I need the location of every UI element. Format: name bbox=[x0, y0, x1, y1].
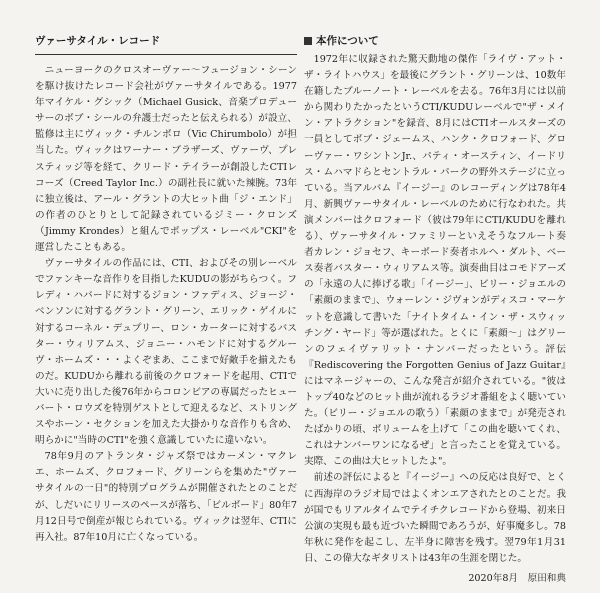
versatile-records-heading: ヴァーサタイル・レコード bbox=[35, 34, 297, 55]
about-this-album-column bbox=[304, 34, 566, 587]
about-this-album-heading: 本作について bbox=[316, 35, 379, 47]
left-paragraph-1: ニューヨークのクロスオーヴァー～フュージョン・シーンを駆け抜けたレコード会社がヴァーサタイルである。1977年マイケル・グシック（Michael Gusick、音楽プロデューサーのボブ・シールの弁護士だったと伝えられる）が設立、監修は主にヴィック・チルンボロ（Vic Chirumbolo）が担当した。ヴィックはワーナー・ブラザーズ、ヴァーヴ、プレスティッジ等を経て、クリード・テイラーが創設したCTIレコーズ（Creed Taylor Inc.）の副社長に就いた辣腕。73年に独立後は、アール・グラントの大ヒット曲「ジ・エンド」の作者のひとりとして記録されているジミー・クロンズ（Jimmy Krondes）と組んでポップス・レーベル"CKI"を運営したこともある。 bbox=[35, 65, 297, 254]
left-paragraph-3: 78年9月のアトランタ・ジャズ祭ではカーメン・マクレエ、ホームズ、クロフォード、グリーンらを集めた"ヴァーサタイルの一日"的特別プログラムが開催されたとのことだが、しだいにリリースのペースが落ち、「ビルボード」80年7月12日号で倒産が報じられている。ヴィックは翌年、CTIに再入社。87年10月に亡くなっている。 bbox=[35, 451, 297, 543]
right-paragraph-2: 前述の評伝によると『イージー』への反応は良好で、とくに西海岸のラジオ局ではよくオンエアされたとのことだ。我が国でもリアルタイムでテイチクレコードから登場、初来日公演の実現も最も近づいた瞬間であろうが、好事魔多し。78年秋に発作を起こし、左半身に障害を残す。翌79年1月31日、この偉大なギタリストは43年の生涯を閉じた。 bbox=[304, 472, 566, 564]
versatile-records-column bbox=[35, 34, 297, 546]
about-this-album-heading-row bbox=[304, 34, 566, 48]
author-signature: 2020年8月 原田和典 bbox=[468, 573, 566, 584]
square-bullet-icon bbox=[304, 37, 312, 45]
right-paragraph-1: 1972年に収録された驚天動地の傑作「ライヴ・アット・ザ・ライトハウス」を最後にグラント・グリーンは、10数年在籍したブルーノート・レーベルを去る。76年3月には以前から関わりたかったというCTI/KUDUレーベルで"ザ・メイン・アトラクション"を録音、8月にはCTIオールスターズの一員としてボブ・ジェームス、ハンク・クロフォード、グローヴァー・ワシントンJr.、パティ・オースティン、イードリス・ムハマドらとセントラル・パークの野外ステージに立っている。当アルバム『イージー』のレコーディングは78年4月、新興ヴァーサタイル・レーベルのために行なわれた。共演メンバーはクロフォード（彼は79年にCTI/KUDUを離れる）、ヴァーサタイル・ファミリーといえそうなフルート奏者カレン・ジョセフ、キーボード奏者ホルヘ・ダルト、ベース奏者バスター・ウィリアムス等。演奏曲目はコモドアーズの「永遠の人に捧げる歌」「イージー」、ビリー・ジョエルの「素顔のままで」、ウォーレン・ジヴォンがディスコ・マーケットを意識して書いた「ナイトタイム・イン・ザ・スウィッチング・ヤード」等が選ばれた。とくに「素顔～」はグリーンのフェイヴァリット・ナンバーだったという。評伝『Rediscovering the Forgotten Genius of Jazz Guitar』にはマネージャーの、こんな発言が紹介されている。"彼はトップ40などのヒット曲が流れるラジオ番組をよく聴いていた。（ビリー・ジョエルの歌う）「素顔のままで」が発売されたばかりの頃、ボリュームを上げて「この曲を聴いてくれ、これはナンバーワンになるぜ」と言ったことを覚えている。実際、この曲は大ヒットしたよ"。 bbox=[304, 54, 566, 468]
left-paragraph-2: ヴァーサタイルの作品には、CTI、およびその別レーベルでファンキーな音作りを目指したKUDUの影がちらつく。フレディ・ハバードに対するジョン・ファディス、ジョージ・ベンソンに対するグラント・グリーン、エリック・ゲイルに対するコーネル・デュプリー、ロン・カーターに対するバスター・ウィリアムス、ジョニー・ハモンドに対するグルーヴ・ホームズ・・・よくぞまあ、ここまで好敵手を揃えたものだ。KUDUから離れる前後のクロフォードを起用、CTIで大いに売り出した後76年からコロンビアの専属だったヒューバート・ロウズを特別ゲストとして迎えるなど、ストリングスやホーン・セクションを加えた大掛かりな音作りも含め、明らかに"当時のCTI"を強く意識していたに違いない。 bbox=[35, 258, 297, 447]
